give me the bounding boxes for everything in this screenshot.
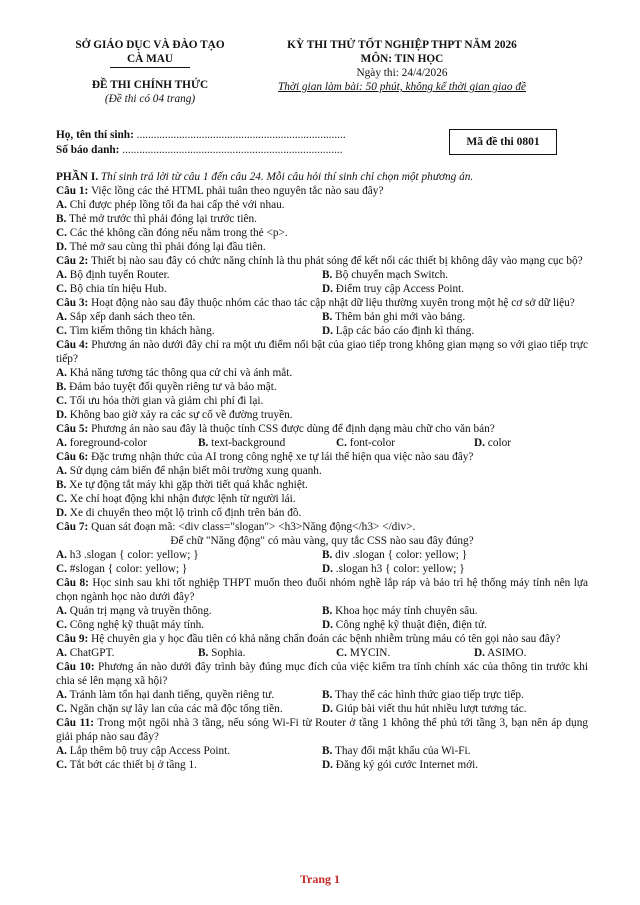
question-5: Câu 5: Phương án nào sau đây là thuộc tính CSS được dùng để định dạng màu chữ cho văn bản? A. foreground-color B. text-background C. font-color D. color	[56, 423, 512, 449]
department-province: CÀ MAU	[126, 53, 174, 65]
candidate-number-label: Số báo danh:	[56, 144, 123, 156]
official-label: ĐỀ THI CHÍNH THỨC	[91, 79, 209, 91]
question-4: Câu 4: Phương án nào dưới đây chỉ ra một ưu điểm nổi bật của giao tiếp trong không gian mạng so với giao tiếp trực tiếp? A. Khả năng tương tác thông qua cử chỉ và ánh mắt. B. Đảm bảo tuyệt đối quyền riêng tư và bảo mật. C. Tối ưu hóa thời gian và giảm chi phí đi lại. D. Không bao giờ xảy ra các sự cố về đường truyền.	[56, 339, 588, 421]
option: A. Khả năng tương tác thông qua cử chỉ và ánh mắt.	[56, 367, 293, 379]
option: D. ASIMO.	[474, 647, 527, 659]
option: A. Lắp thêm bộ truy cập Access Point.	[56, 745, 231, 757]
option: A. Tránh làm tổn hại danh tiếng, quyền riêng tư.	[56, 689, 275, 701]
option: A. h3 .slogan { color: yellow; }	[56, 549, 199, 561]
option: C. #slogan { color: yellow; }	[56, 563, 188, 575]
option: B. Thay thế các hình thức giao tiếp trực tiếp.	[322, 689, 524, 701]
option: A. Sử dụng cảm biến để nhận biết môi trường xung quanh.	[56, 465, 322, 477]
question-7: Câu 7: Quan sát đoạn mã: <div class="slogan"> <h3>Năng động</h3> </div>. Để chữ "Năng động" có màu vàng, quy tắc CSS nào sau đây đúng? A. h3 .slogan { color: yellow; } B. div .slogan { color: yellow; } C. #slogan { color: yellow; } D. .slogan h3 { color: yellow; }	[56, 520, 588, 576]
option: B. Khoa học máy tính chuyên sâu.	[322, 605, 478, 617]
option: B. Thẻ mở trước thì phải đóng lại trước tiên.	[56, 213, 257, 225]
option: D. Xe di chuyển theo một lộ trình cố định trên bản đồ.	[56, 507, 302, 519]
option: C. Công nghệ kỹ thuật máy tính.	[56, 619, 205, 631]
option: B. Xe tự động tắt máy khi gặp thời tiết quá khắc nghiệt.	[56, 479, 308, 491]
option: C. Các thẻ không cần đóng nếu nằm trong thẻ <p>.	[56, 227, 288, 239]
option: D. Giúp bài viết thu hút nhiều lượt tương tác.	[322, 703, 527, 715]
exam-duration: Thời gian làm bài: 50 phút, không kể thời gian giao đề	[277, 81, 527, 93]
department-name: SỞ GIÁO DỤC VÀ ĐÀO TẠO	[75, 39, 225, 51]
option: A. Chỉ được phép lồng tối đa hai cấp thẻ với nhau.	[56, 199, 285, 211]
question-8: Câu 8: Học sinh sau khi tốt nghiệp THPT muốn theo đuổi nhóm nghề lắp ráp và bảo trì hệ thống máy tính nên lựa chọn ngành học nào dưới đây? A. Quản trị mạng và truyền thông. B. Khoa học máy tính chuyên sâu. C. Công nghệ kỹ thuật máy tính. D. Công nghệ kỹ thuật điện, điện tử.	[56, 577, 589, 631]
option: D. Đăng ký gói cước Internet mới.	[322, 759, 479, 771]
option: D. Không bao giờ xảy ra các sự cố về đường truyền.	[56, 409, 293, 421]
option: B. Đảm bảo tuyệt đối quyền riêng tư và bảo mật.	[56, 381, 277, 393]
option: B. text-background	[198, 437, 286, 449]
exam-date: Ngày thi: 24/4/2026	[356, 67, 448, 79]
header-right	[252, 38, 552, 94]
option: A. Sắp xếp danh sách theo tên.	[56, 311, 196, 323]
option: A. ChatGPT.	[56, 647, 115, 659]
option: B. div .slogan { color: yellow; }	[322, 549, 468, 561]
option: B. Bộ chuyển mạch Switch.	[322, 269, 449, 281]
option: C. Bộ chia tín hiệu Hub.	[56, 283, 167, 295]
exam-body	[56, 170, 588, 772]
header-left	[52, 38, 248, 106]
page-number: Trang 1	[299, 872, 341, 886]
candidate-number-field: ..............................................................................	[122, 144, 343, 156]
option: C. Tắt bớt các thiết bị ở tầng 1.	[56, 759, 197, 771]
option: D. .slogan h3 { color: yellow; }	[322, 563, 465, 575]
part-heading: PHẦN I. Thí sinh trả lời từ câu 1 đến câu 24. Mỗi câu hỏi thí sinh chỉ chọn một phương án.	[56, 171, 474, 183]
option: B. Thay đổi mật khẩu của Wi-Fi.	[322, 745, 471, 757]
question-6: Câu 6: Đặc trưng nhận thức của AI trong công nghệ xe tự lái thể hiện qua việc nào sau đây? A. Sử dụng cảm biến để nhận biết môi trường xung quanh. B. Xe tự động tắt máy khi gặp thời tiết quá khắc nghiệt. C. Xe chỉ hoạt động khi nhận được lệnh từ người lái. D. Xe di chuyển theo một lộ trình cố định trên bản đồ.	[56, 450, 588, 520]
question-10: Câu 10: Phương án nào dưới đây trình bày đúng mục đích của việc kiểm tra tính chính xác của thông tin trước khi chia sẻ lên mạng xã hội? A. Tránh làm tổn hại danh tiếng, quyền riêng tư. B. Thay thế các hình thức giao tiếp trực tiếp. C. Ngăn chặn sự lây lan của các mã độc tống tiền. D. Giúp bài viết thu hút nhiều lượt tương tác.	[56, 661, 588, 715]
option: B. Sophia.	[198, 647, 246, 659]
pages-note: (Đề thi có 04 trang)	[104, 93, 196, 105]
option: D. Lập các báo cáo định kì tháng.	[322, 325, 475, 337]
option: D. Điểm truy cập Access Point.	[322, 283, 465, 295]
option: C. MYCIN.	[336, 647, 391, 659]
candidate-name-label: Họ, tên thí sinh:	[56, 129, 137, 141]
option: A. Quản trị mạng và truyền thông.	[56, 605, 212, 617]
option: C. Tìm kiếm thông tin khách hàng.	[56, 325, 215, 337]
option: C. Ngăn chặn sự lây lan của các mã độc tống tiền.	[56, 703, 283, 715]
question-2: Câu 2: Thiết bị nào sau đây có chức năng chính là thu phát sóng để kết nối các thiết bị không dây vào mạng cục bộ? A. Bộ định tuyến Router. B. Bộ chuyển mạch Switch. C. Bộ chia tín hiệu Hub. D. Điểm truy cập Access Point.	[56, 254, 588, 296]
option: D. Công nghệ kỹ thuật điện, điện tử.	[322, 619, 487, 631]
option: D. Thẻ mở sau cùng thì phải đóng lại đầu tiên.	[56, 241, 266, 253]
option: C. font-color	[336, 437, 395, 449]
option: C. Xe chỉ hoạt động khi nhận được lệnh từ người lái.	[56, 493, 296, 505]
exam-code-box: Mã đề thi 0801	[449, 129, 557, 155]
question-3: Câu 3: Hoạt động nào sau đây thuộc nhóm các thao tác cập nhật dữ liệu thường xuyên trong một hệ cơ sở dữ liệu? A. Sắp xếp danh sách theo tên. B. Thêm bản ghi mới vào bảng. C. Tìm kiếm thông tin khách hàng. D. Lập các báo cáo định kì tháng.	[56, 296, 588, 338]
option: A. foreground-color	[56, 437, 147, 449]
option: A. Bộ định tuyến Router.	[56, 269, 170, 281]
exam-title: KỲ THI THỬ TỐT NGHIỆP THPT NĂM 2026	[287, 39, 517, 51]
candidate-info	[56, 128, 436, 158]
option: B. Thêm bản ghi mới vào bảng.	[322, 311, 466, 323]
question-1: Câu 1: Việc lồng các thẻ HTML phải tuân theo nguyên tắc nào sau đây? A. Chỉ được phép lồng tối đa hai cấp thẻ với nhau. B. Thẻ mở trước thì phải đóng lại trước tiên. C. Các thẻ không cần đóng nếu nằm trong thẻ <p>. D. Thẻ mở sau cùng thì phải đóng lại đầu tiên.	[56, 184, 588, 254]
question-9: Câu 9: Hệ chuyên gia y học đầu tiên có khả năng chẩn đoán các bệnh nhiễm trùng máu có tên gọi nào sau đây? A. ChatGPT. B. Sophia. C. MYCIN. D. ASIMO.	[56, 633, 561, 659]
option: C. Tối ưu hóa thời gian và giảm chi phí đi lại.	[56, 395, 264, 407]
option: D. color	[474, 437, 512, 449]
candidate-name-field: ..........................................................................	[136, 129, 346, 141]
question-11: Câu 11: Trong một ngôi nhà 3 tầng, nếu sóng Wi-Fi từ Router ở tầng 1 không thể phủ tới tầng 3, bạn nên áp dụng giải pháp nào sau đây? A. Lắp thêm bộ truy cập Access Point. B. Thay đổi mật khẩu của Wi-Fi. C. Tắt bớt các thiết bị ở tầng 1. D. Đăng ký gói cước Internet mới.	[56, 717, 589, 771]
exam-subject: MÔN: TIN HỌC	[360, 53, 444, 65]
